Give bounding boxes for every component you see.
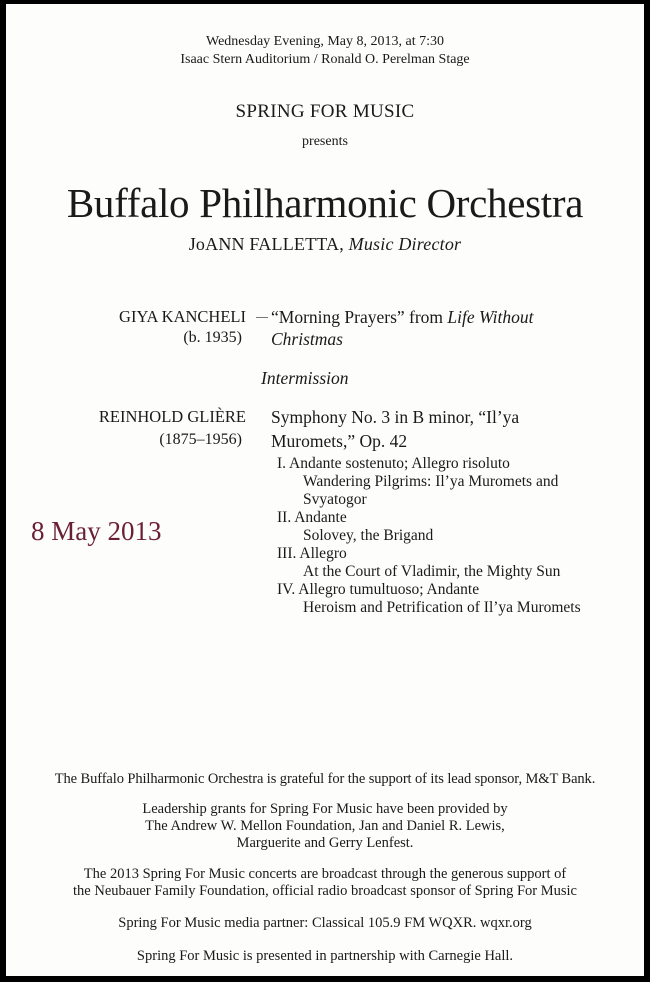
work-title-line-2: Christmas (271, 329, 343, 349)
intermission-label: Intermission (261, 368, 349, 388)
movement-subtitle: Solovey, the Brigand (303, 527, 434, 544)
program-page (6, 4, 644, 976)
work-title-line-1: “Morning Prayers” from Life Without (271, 307, 534, 327)
movement-subtitle: Svyatogor (303, 491, 367, 508)
broadcast-line: The 2013 Spring For Music concerts are broadcast through the generous support of (83, 866, 567, 882)
movement-subtitle: At the Court of Vladimir, the Mighty Sun (303, 563, 561, 580)
grants-line: Marguerite and Gerry Lenfest. (236, 835, 414, 851)
movement-subtitle: Heroism and Petrification of Il’ya Muromets (303, 599, 581, 616)
work-title-line-1: Symphony No. 3 in B minor, “Il’ya (271, 407, 520, 427)
composer-dates: (1875–1956) (159, 431, 242, 448)
media-partner-line: Spring For Music media partner: Classical 105.9 FM WQXR. wqxr.org (118, 915, 532, 931)
movement-subtitle: Wandering Pilgrims: Il’ya Muromets and (303, 473, 559, 490)
director-name: JoANN FALLETTA, (188, 234, 349, 254)
grants-line: Leadership grants for Spring For Music have been provided by (142, 801, 508, 817)
partnership-line: Spring For Music is presented in partnership with Carnegie Hall. (136, 948, 514, 964)
work-title-line-2: Muromets,” Op. 42 (271, 431, 408, 451)
composer-name: GIYA KANCHELI (119, 307, 246, 326)
music-director-line (6, 234, 644, 255)
page-title: Buffalo Philharmonic Orchestra (66, 180, 584, 226)
presents-label: presents (302, 134, 348, 149)
director-title: Music Director (348, 234, 462, 254)
date-stamp: 8 May 2013 (31, 516, 162, 546)
event-date-line: Wednesday Evening, May 8, 2013, at 7:30 (206, 34, 444, 49)
composer-name: REINHOLD GLIÈRE (98, 407, 246, 426)
movement-heading: II. Andante (277, 509, 347, 526)
grants-line: The Andrew W. Mellon Foundation, Jan and Daniel R. Lewis, (145, 818, 505, 834)
composer-dash (256, 317, 268, 318)
movement-heading: I. Andante sostenuto; Allegro risoluto (277, 455, 510, 472)
movement-heading: III. Allegro (277, 545, 347, 562)
venue-line: Isaac Stern Auditorium / Ronald O. Perelman Stage (180, 52, 470, 67)
presenter-name: SPRING FOR MUSIC (235, 101, 415, 122)
composer-dates: (b. 1935) (183, 329, 242, 346)
sponsor-note: The Buffalo Philharmonic Orchestra is grateful for the support of its lead sponsor, M&T Bank. (54, 771, 596, 787)
movement-heading: IV. Allegro tumultuoso; Andante (277, 581, 480, 598)
broadcast-line: the Neubauer Family Foundation, official radio broadcast sponsor of Spring For Music (73, 883, 577, 899)
